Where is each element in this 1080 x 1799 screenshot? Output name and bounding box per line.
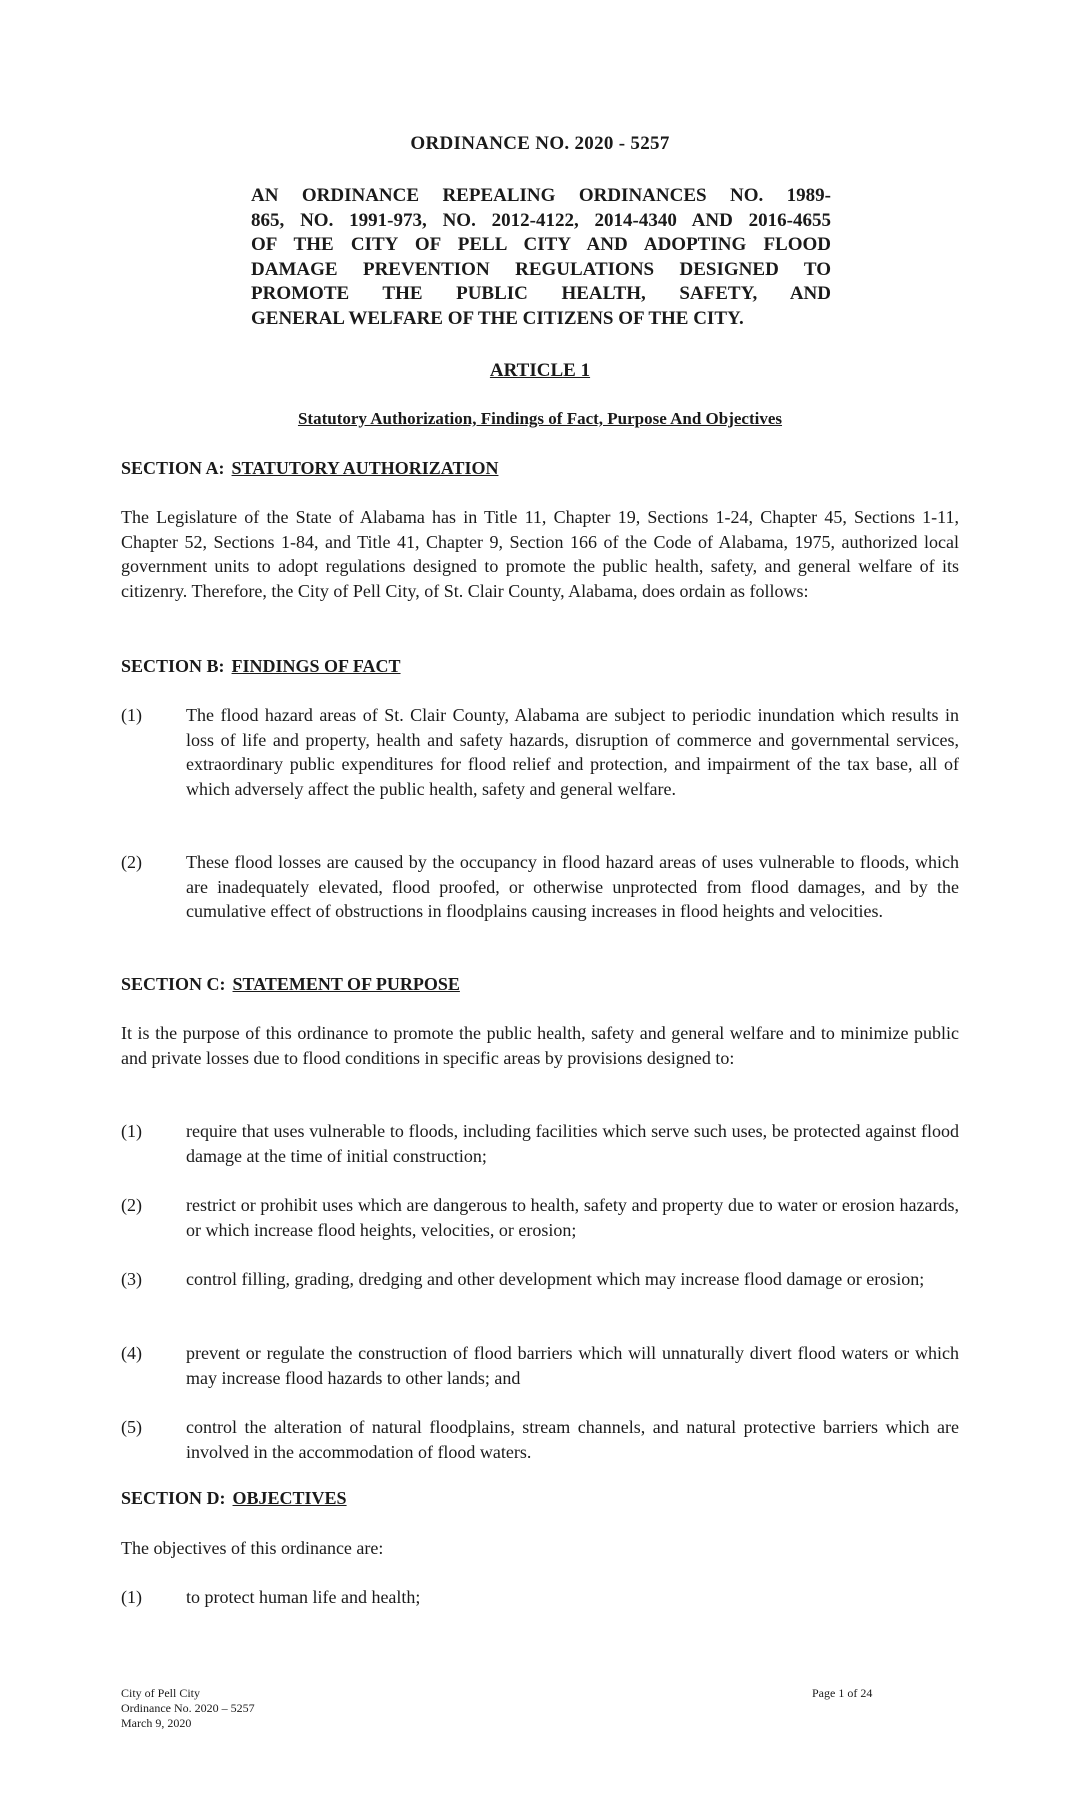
title-line: 865, NO. 1991-973, NO. 2012-4122, 2014-4340 AND 2016-4655 bbox=[251, 209, 831, 231]
section-b-heading bbox=[121, 656, 401, 677]
item-number: (3) bbox=[121, 1269, 142, 1289]
item-text: require that uses vulnerable to floods, including facilities which serve such uses, be protected against flood damage at the time of initial construction; bbox=[186, 1121, 959, 1166]
item-text: These flood losses are caused by the occupancy in flood hazard areas of uses vulnerable to floods, which are inadequately elevated, flood proofed, or otherwise unprotected from flood damages, and by the cumulative effect of obstructions in floodplains causing increases in flood heights and velocities. bbox=[186, 852, 959, 921]
item-text: control filling, grading, dredging and other development which may increase flood damage or erosion; bbox=[186, 1269, 925, 1289]
item-number: (4) bbox=[121, 1343, 142, 1363]
item-number: (2) bbox=[121, 1195, 142, 1215]
item-text: prevent or regulate the construction of flood barriers which will unnaturally divert flood waters or which may increase flood hazards to other lands; and bbox=[186, 1343, 959, 1388]
section-title: STATUTORY AUTHORIZATION bbox=[231, 458, 499, 478]
title-line: AN ORDINANCE REPEALING ORDINANCES NO. 1989- bbox=[251, 185, 831, 206]
article-subheading: Statutory Authorization, Findings of Fact, Purpose And Objectives bbox=[297, 409, 783, 428]
title-line: OF THE CITY OF PELL CITY AND ADOPTING FLOOD bbox=[251, 234, 831, 255]
footer-date: March 9, 2020 bbox=[121, 1716, 192, 1730]
section-d-heading bbox=[121, 1488, 347, 1509]
title-line: GENERAL WELFARE OF THE CITIZENS OF THE CITY. bbox=[251, 307, 744, 329]
page-number: Page 1 of 24 bbox=[812, 1686, 873, 1700]
footer-info bbox=[121, 1686, 255, 1731]
item-text: to protect human life and health; bbox=[186, 1587, 421, 1607]
section-d-body: The objectives of this ordinance are: bbox=[121, 1538, 384, 1558]
article-heading: ARTICLE 1 bbox=[489, 360, 591, 381]
section-a-heading bbox=[121, 458, 498, 479]
section-title: STATEMENT OF PURPOSE bbox=[232, 974, 460, 994]
item-number: (5) bbox=[121, 1417, 142, 1437]
title-line: DAMAGE PREVENTION REGULATIONS DESIGNED TO bbox=[251, 258, 831, 280]
section-c-body: It is the purpose of this ordinance to promote the public health, safety and general welfare and to minimize public and private losses due to flood conditions in specific areas by provisions designed to: bbox=[121, 1023, 959, 1068]
item-text: control the alteration of natural floodplains, stream channels, and natural protective barriers which are involved in the accommodation of flood waters. bbox=[186, 1417, 959, 1462]
item-number: (1) bbox=[121, 705, 142, 725]
item-number: (2) bbox=[121, 852, 142, 872]
item-text: The flood hazard areas of St. Clair County, Alabama are subject to periodic inundation which results in loss of life and property, health and safety hazards, disruption of commerce and governmental services, extraordinary public expenditures for flood relief and protection, and impairment of the tax base, all of which adversely affect the public health, safety and general welfare. bbox=[186, 705, 959, 799]
section-title: OBJECTIVES bbox=[232, 1488, 347, 1508]
section-a-body: The Legislature of the State of Alabama has in Title 11, Chapter 19, Sections 1-24, Chapter 45, Sections 1-11, Chapter 52, Sections 1-84, and Title 41, Chapter 9, Section 166 of the Code of Alabama, 1975, authorized local government units to adopt regulations designed to promote the public health, safety, and general welfare of its citizenry. Therefore, the City of Pell City, of St. Clair County, Alabama, does ordain as follows: bbox=[121, 507, 959, 601]
footer-city: City of Pell City bbox=[121, 1686, 201, 1700]
section-title: FINDINGS OF FACT bbox=[231, 656, 401, 676]
item-text: restrict or prohibit uses which are dangerous to health, safety and property due to water or erosion hazards, or which increase flood heights, velocities, or erosion; bbox=[186, 1195, 959, 1240]
section-c-heading bbox=[121, 974, 460, 995]
section-label: SECTION B: bbox=[121, 656, 225, 676]
section-label: SECTION C: bbox=[121, 974, 226, 994]
ordinance-title bbox=[251, 184, 831, 331]
ordinance-number: ORDINANCE NO. 2020 - 5257 bbox=[410, 133, 670, 154]
section-label: SECTION A: bbox=[121, 458, 225, 478]
item-number: (1) bbox=[121, 1121, 142, 1141]
section-label: SECTION D: bbox=[121, 1488, 226, 1508]
title-line: PROMOTE THE PUBLIC HEALTH, SAFETY, AND bbox=[251, 283, 831, 304]
footer-ordinance: Ordinance No. 2020 – 5257 bbox=[121, 1701, 255, 1715]
item-number: (1) bbox=[121, 1587, 142, 1607]
